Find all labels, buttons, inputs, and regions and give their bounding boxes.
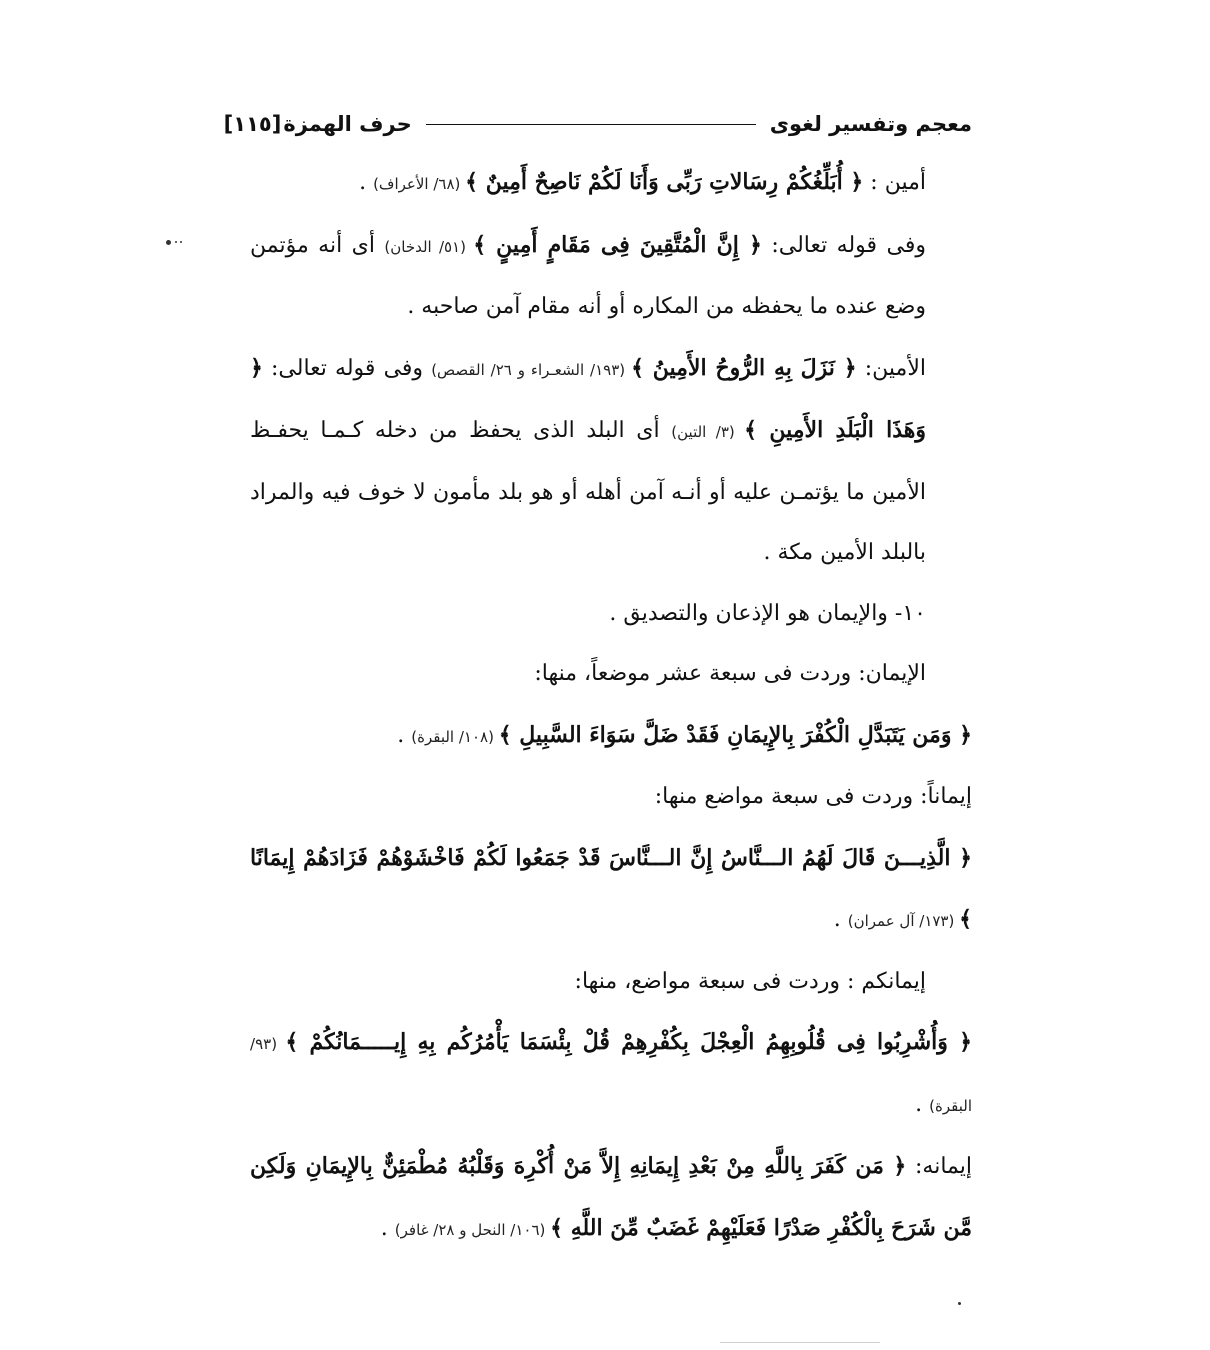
text-lead: وفى قوله تعالى: (761, 232, 926, 258)
entry-al-amin (250, 338, 972, 584)
entry-amin (250, 152, 972, 215)
entry-imanan: إيماناً: وردت فى سبعة مواضع منها: (654, 784, 972, 809)
quran-verse: ﴿ نَزَلَ بِهِ الرُّوحُ الأَمِينُ ﴾ (631, 354, 857, 381)
paragraph-dukhan (250, 215, 972, 338)
quran-verse: ﴿ وَمَن يَتَبَدَّلِ الْكُفْرَ بِالإِيمَانِ فَقَدْ ضَلَّ سَوَاءَ السَّبِيلِ ﴾ (498, 721, 972, 748)
verse-reference-2: (٣/ التين) (671, 423, 745, 441)
scan-speck (958, 1302, 961, 1305)
verse-reference: (١٩٣/ الشعـراء و ٢٦/ القصص) (431, 360, 632, 379)
page-header (223, 108, 972, 140)
verse-reference: (٦٨/ الأعراف) (373, 175, 466, 193)
verse-reference: (١٠٦/ النحل و ٢٨/ غافر) (394, 1220, 551, 1239)
header-rule (426, 124, 756, 125)
entry-imanukum: إيمانكم : وردت فى سبعة مواضع، منها: (574, 968, 926, 994)
verse-line-baqara-108 (250, 705, 972, 768)
text-tail: . (397, 722, 412, 748)
text-tail: أى أنه مؤتمن وضع عنده ما يحفظه من المكاره أو أنه مقام آمن صاحبه . (250, 232, 926, 319)
text-tail: أى البلد الذى يحفظ من دخله كـمـا يحفـظ الأمين ما يؤتمـن عليه أو أنـه آمن أهله أو هو بلد مأمون لا خوف فيه والمراد بالبلد الأمين مكة . (250, 418, 926, 565)
quran-verse: ﴿ مَن كَفَرَ بِاللَّهِ مِنْ بَعْدِ إِيمَانِهِ إِلاَّ مَنْ أُكْرِهَ وَقَلْبُهُ مُطْمَئِنٌّ بِالإِيمَانِ وَلَكِن مَّن شَرَحَ بِالْكُفْرِ صَدْرًا فَعَلَيْهِمْ غَضَبٌ مِّنَ اللَّهِ ﴾ (250, 1153, 972, 1241)
page-number: [١١٥] (223, 112, 282, 136)
entry-label: أمين : (863, 170, 926, 195)
section-10-heading: ١٠- والإيمان هو الإذعان والتصديق . (609, 600, 926, 626)
entry-al-iman: الإيمان: وردت فى سبعة عشر موضعاً، منها: (534, 661, 926, 686)
quran-verse: ﴿ وَأُشْرِبُوا فِى قُلُوبِهِمُ الْعِجْلَ بِكُفْرِهِمْ قُلْ بِئْسَمَا يَأْمُرُكُم بِهِ إِيـــــمَانُكُمْ ﴾ (285, 1029, 972, 1055)
text-tail: . (915, 1091, 930, 1117)
book-title: معجم وتفسير لغوى (769, 112, 972, 136)
margin-mark (166, 236, 182, 246)
entry-label: الأمين: (856, 355, 926, 381)
text-tail: . (833, 907, 848, 932)
verse-reference: (٩٣/ البقرة) (250, 1035, 972, 1115)
quran-verse: ﴿ الَّذِيـــنَ قَالَ لَهُمُ الـــنَّاسُ إِنَّ الـــنَّاسَ قَدْ جَمَعُوا لَكُمْ فَاخْشَوْهُمْ فَزَادَهُمْ إِيمَانًا ﴾ (250, 844, 972, 932)
quran-verse-2: ﴿ وَهَذَا الْبَلَدِ الأَمِينِ ﴾ (250, 354, 926, 443)
verse-reference: (١٠٨/ البقرة) (411, 727, 499, 746)
verse-reference: (٥١/ الدخان) (384, 237, 474, 256)
text-tail: . (380, 1215, 395, 1241)
quran-verse: ﴿ أُبَلِّغُكُمْ رِسَالاتِ رَبِّى وَأَنَا لَكُمْ نَاصِحٌ أَمِينٌ ﴾ (465, 169, 864, 195)
chapter-title: حرف الهمزة (283, 112, 412, 136)
text-mid: وفى قوله تعالى: (262, 355, 432, 381)
verse-line-al-imran-173 (250, 828, 972, 952)
entry-imanuhu (250, 1136, 972, 1260)
scan-edge-line (720, 1342, 880, 1343)
verse-line-baqara-93 (250, 1012, 972, 1136)
text-tail: . (359, 170, 374, 195)
entry-label: إيمانه: (906, 1154, 972, 1179)
article-body (250, 152, 972, 1260)
verse-reference: (١٧٣/ آل عمران) (847, 912, 960, 930)
quran-verse: ﴿ إِنَّ الْمُتَّقِينَ فِى مَقَامٍ أَمِينٍ ﴾ (473, 231, 762, 258)
